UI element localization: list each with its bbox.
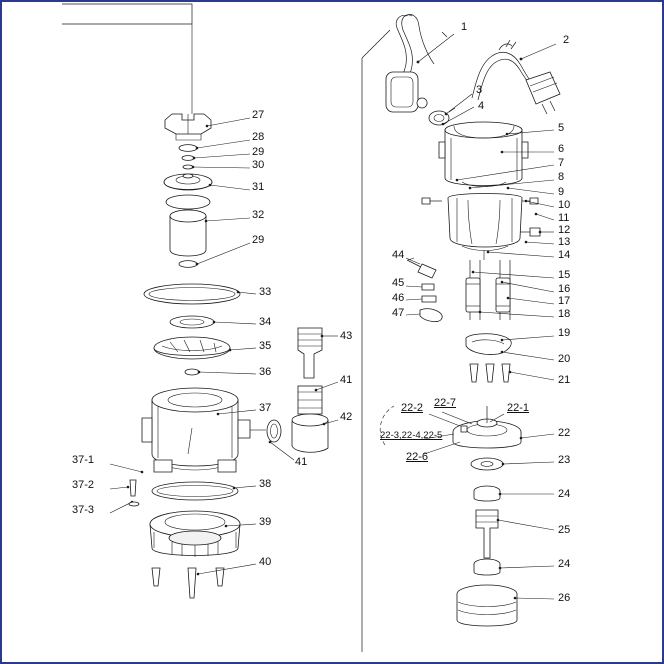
callout-12: 12 [558, 224, 571, 236]
callout-26: 26 [558, 592, 571, 604]
callout-39: 39 [259, 516, 272, 528]
callout-32: 32 [252, 209, 265, 221]
part-small-hardware [406, 258, 442, 322]
callout-35: 35 [259, 340, 272, 352]
callout-30: 30 [252, 159, 265, 171]
callout-44: 44 [392, 249, 405, 261]
callout-28: 28 [252, 131, 265, 143]
callout-36: 36 [259, 366, 272, 378]
callout-37-1: 37-1 [72, 454, 95, 466]
callout-47: 47 [392, 307, 405, 319]
part-strainer-base-39 [150, 511, 256, 557]
part-cable-gland [417, 94, 474, 125]
part-cap-36 [185, 369, 256, 375]
callout-18: 18 [558, 308, 571, 320]
callout-24: 24 [558, 488, 571, 500]
callout-41: 41 [340, 374, 353, 386]
part-diffuser-35 [154, 337, 256, 359]
callout-22-1: 22-1 [507, 402, 530, 414]
callout-38: 38 [259, 478, 272, 490]
callout-34: 34 [259, 316, 272, 328]
callout-21: 21 [558, 374, 571, 386]
callout-37-3: 37-3 [72, 504, 95, 516]
callout-19: 19 [558, 327, 571, 339]
callout-14: 14 [558, 249, 571, 261]
part-oring-38 [152, 482, 256, 500]
callout-22-6: 22-6 [406, 451, 429, 463]
callout-4: 4 [478, 100, 485, 112]
callout-41b: 41 [295, 456, 308, 468]
part-flange-cap-31 [164, 174, 250, 190]
part-top-bracket-27 [165, 24, 250, 140]
callout-7: 7 [558, 157, 565, 169]
callout-22-3-4-5: 22-3,22-4,22-5 [380, 430, 443, 441]
part-oring-33 [144, 284, 256, 304]
part-fasteners-37x [110, 464, 143, 513]
callout-2: 2 [563, 34, 570, 46]
part-plate-screws [470, 364, 554, 382]
part-mounting-plate [466, 334, 554, 360]
part-pump-body-37 [142, 388, 256, 472]
callout-16: 16 [558, 283, 571, 295]
callout-8: 8 [558, 171, 565, 183]
callout-43: 43 [340, 330, 353, 342]
part-bearing-24b [474, 559, 554, 575]
part-ring-34 [170, 316, 256, 328]
callout-22-2: 22-2 [401, 402, 424, 414]
callout-17: 17 [558, 295, 571, 307]
callout-29: 29 [252, 146, 265, 158]
callout-27: 27 [252, 109, 265, 121]
callout-9: 9 [558, 186, 565, 198]
part-base-screws-40 [152, 564, 256, 598]
callout-37: 37 [259, 402, 272, 414]
callout-15: 15 [558, 269, 571, 281]
callout-11: 11 [558, 212, 570, 224]
part-cylinder-32 [166, 195, 250, 256]
callout-22: 22 [558, 427, 571, 439]
callout-37-2: 37-2 [72, 479, 95, 491]
callout-33: 33 [259, 286, 272, 298]
callout-24b: 24 [558, 558, 571, 570]
top-tab-shape [62, 4, 192, 24]
callout-13: 13 [558, 236, 571, 248]
part-motor-top-cover [439, 122, 554, 187]
callout-46: 46 [392, 292, 405, 304]
part-power-cord-plug [472, 40, 560, 114]
callout-40: 40 [259, 556, 272, 568]
callout-10: 10 [558, 199, 571, 211]
callout-5: 5 [558, 122, 565, 134]
callout-45: 45 [392, 277, 405, 289]
callout-3: 3 [476, 84, 483, 96]
callout-1: 1 [461, 21, 468, 33]
part-bottom-strainer-26 [457, 585, 554, 626]
part-rotor-shaft-25 [476, 510, 554, 558]
part-capacitors [466, 260, 554, 320]
callout-22-7: 22-7 [434, 397, 457, 409]
part-float-switch [386, 14, 454, 112]
callout-6: 6 [558, 143, 565, 155]
callout-25: 25 [558, 524, 571, 536]
divider-lines [362, 30, 390, 652]
callout-29b: 29 [252, 234, 265, 246]
callout-20: 20 [558, 353, 571, 365]
part-bearing-24 [474, 486, 554, 501]
callout-42: 42 [340, 411, 353, 423]
callout-23: 23 [558, 454, 571, 466]
part-washers-28-30 [179, 140, 250, 169]
callout-31: 31 [252, 181, 265, 193]
part-washer-23 [471, 458, 554, 470]
